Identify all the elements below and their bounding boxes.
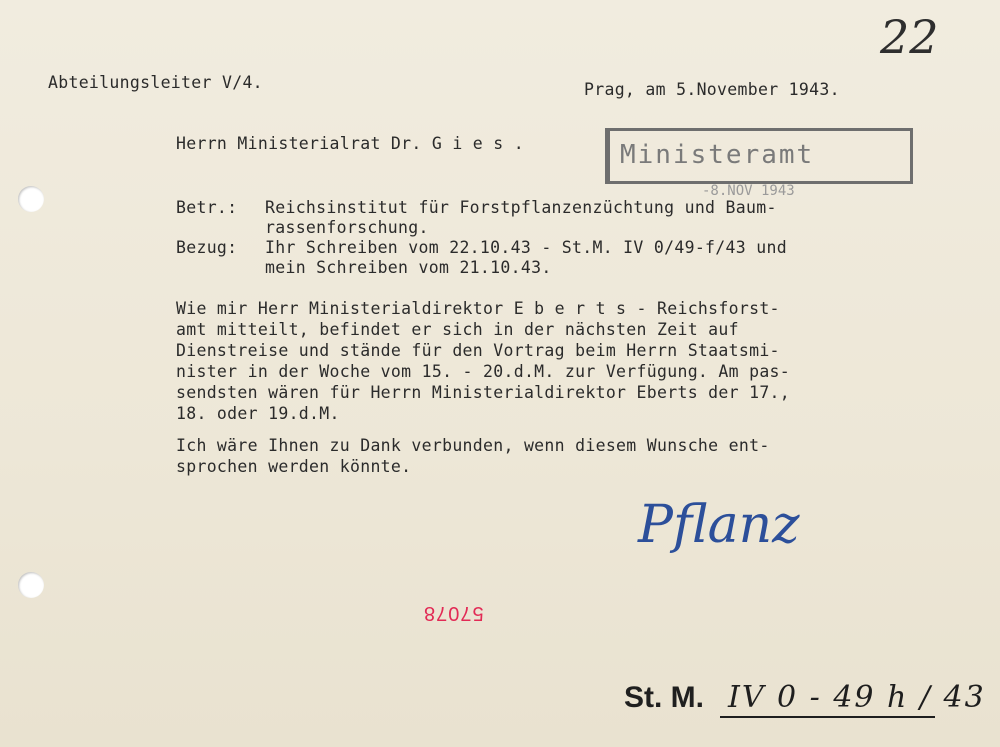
bezug-line-2: mein Schreiben vom 21.10.43. xyxy=(265,258,552,277)
body-line: Wie mir Herr Ministerialdirektor E b e r t s - Reichsforst- xyxy=(176,299,780,318)
reference-handwritten: IV 0 - 49 h / 43 xyxy=(728,680,986,715)
red-inverted-number: 57078 xyxy=(423,602,484,624)
body-line: sendsten wären für Herrn Ministerialdirektor Eberts der 17., xyxy=(176,383,791,402)
body-line: Dienstreise und stände für den Vortrag beim Herrn Staatsmi- xyxy=(176,341,780,360)
bezug-line-1: Ihr Schreiben vom 22.10.43 - St.M. IV 0/49-f/43 und xyxy=(265,238,787,257)
handwritten-page-number: 22 xyxy=(880,10,939,64)
stamp-title: Ministeramt xyxy=(620,140,815,170)
betr-line-1: Reichsinstitut für Forstpflanzenzüchtung und Baum- xyxy=(265,198,777,217)
stamp-date: -8.NOV 1943 xyxy=(702,183,795,199)
reference-printed: St. M. xyxy=(624,681,704,714)
punch-hole-top xyxy=(18,186,44,212)
date-line: Prag, am 5.November 1943. xyxy=(584,80,840,99)
body-line: Ich wäre Ihnen zu Dank verbunden, wenn diesem Wunsche ent- xyxy=(176,436,770,455)
reference-underline xyxy=(720,716,935,718)
bezug-label: Bezug: xyxy=(176,238,238,257)
body-line: 18. oder 19.d.M. xyxy=(176,404,340,423)
punch-hole-bottom xyxy=(18,572,44,598)
department-line: Abteilungsleiter V/4. xyxy=(48,73,263,92)
body-line: sprochen werden könnte. xyxy=(176,457,412,476)
betr-label: Betr.: xyxy=(176,198,238,217)
handwritten-signature: Pflanz xyxy=(638,495,800,555)
addressee: Herrn Ministerialrat Dr. G i e s . xyxy=(176,134,524,153)
body-line: nister in der Woche vom 15. - 20.d.M. zur Verfügung. Am pas- xyxy=(176,362,791,381)
body-line: amt mitteilt, befindet er sich in der nächsten Zeit auf xyxy=(176,320,739,339)
betr-line-2: rassenforschung. xyxy=(265,218,429,237)
